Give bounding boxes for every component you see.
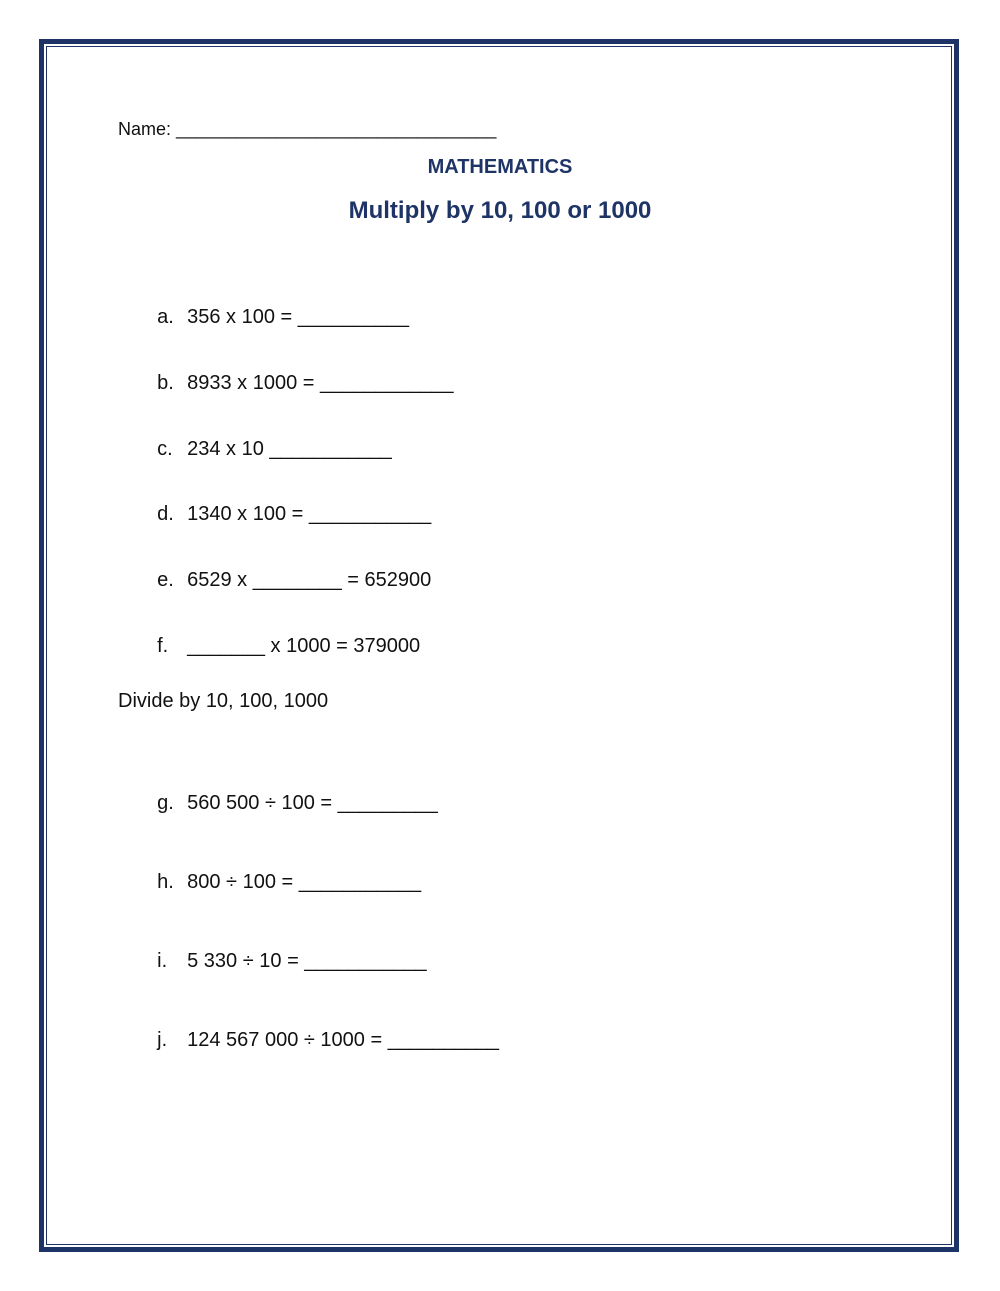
question-letter: g. — [157, 792, 174, 814]
question-a — [146, 283, 409, 329]
question-j — [146, 1006, 499, 1052]
question-text: 356 x 100 = __________ — [187, 306, 409, 328]
page-title: Multiply by 10, 100 or 1000 — [348, 197, 652, 224]
question-text: 800 ÷ 100 = ___________ — [187, 871, 422, 893]
question-text: 6529 x ________ = 652900 — [187, 569, 432, 591]
question-letter: i. — [157, 950, 168, 972]
question-letter: h. — [157, 871, 174, 893]
question-letter: a. — [157, 306, 174, 328]
question-f — [146, 612, 420, 658]
question-c — [146, 415, 392, 461]
question-text: 234 x 10 ___________ — [187, 438, 392, 460]
question-text: 5 330 ÷ 10 = ___________ — [187, 950, 427, 972]
question-text: _______ x 1000 = 379000 — [187, 635, 421, 657]
question-letter: f. — [157, 635, 169, 657]
divide-section-heading: Divide by 10, 100, 1000 — [118, 690, 329, 712]
question-text: 560 500 ÷ 100 = _________ — [187, 792, 438, 814]
question-e — [146, 546, 431, 592]
question-text: 1340 x 100 = ___________ — [187, 503, 432, 525]
question-letter: c. — [157, 438, 173, 460]
question-h — [146, 848, 421, 894]
question-letter: e. — [157, 569, 174, 591]
question-d — [146, 480, 431, 526]
question-g — [146, 769, 438, 815]
question-text: 8933 x 1000 = ____________ — [187, 372, 454, 394]
name-field-label: Name: ________________________________ — [118, 119, 497, 139]
question-text: 124 567 000 ÷ 1000 = __________ — [187, 1029, 499, 1051]
question-i — [146, 927, 427, 973]
question-letter: b. — [157, 372, 174, 394]
question-b — [146, 349, 454, 395]
question-letter: d. — [157, 503, 174, 525]
subject-heading: MATHEMATICS — [427, 156, 573, 178]
question-letter: j. — [157, 1029, 168, 1051]
